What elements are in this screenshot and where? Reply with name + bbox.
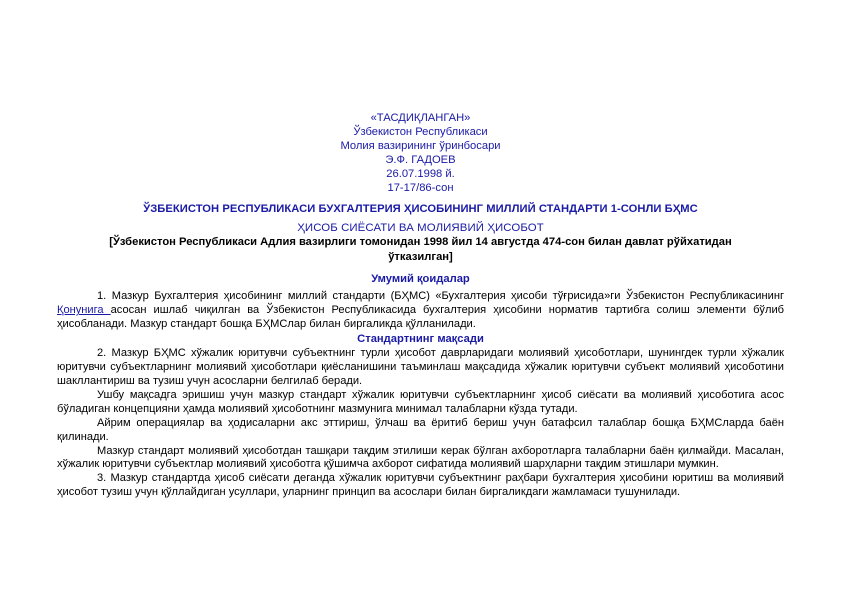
approval-position: Молия вазирининг ўринбосари	[340, 139, 501, 152]
approval-stamp: «ТАСДИҚЛАНГАН»	[370, 112, 471, 124]
paragraph-1-text-end: асосан ишлаб чиқилган ва Ўзбекистон Республикасида бухгалтерия ҳисобини норматив тартибга солиш элементи бўлиб ҳисобланади. Мазкур стандарт бошқа БҲМСлар билан биргаликда қўлланилади.	[57, 304, 785, 331]
approval-date: 26.07.1998 й.	[386, 167, 455, 180]
approval-signatory: Э.Ф. ГАДОЕВ	[385, 153, 456, 166]
registration-note: [Ўзбекистон Республикаси Адлия вазирлиги томонидан 1998 йил 14 августда 474-сон билан давлат рўйхатидан ўтказилган]	[109, 236, 732, 264]
approval-block	[57, 112, 784, 195]
section-heading-general: Умумий қоидалар	[371, 273, 470, 286]
paragraph-3: Ушбу мақсадга эришиш учун мазкур стандарт хўжалик юритувчи субъектларнинг ҳисоб сиёсати ва молиявий ҳисоботига асос бўладиган концепцияни ҳамда молиявий ҳисоботнинг мазмунига минимал талабларни кўзда тутади.	[57, 388, 784, 415]
paragraph-5: Мазкур стандарт молиявий ҳисоботдан ташқари тақдим этилиши керак бўлган ахборотларга талабларни баён қилмайди. Масалан, хўжалик юритувчи субъектлар молиявий ҳисоботга қўшимча ахборот сифатида молиявий шарҳларни тақдим этишлари мумкин.	[57, 444, 784, 471]
paragraph-6: 3. Мазкур стандартда ҳисоб сиёсати деганда хўжалик юритувчи субъектнинг раҳбари бухгалтерия ҳисобини юритиш ва молиявий ҳисобот тузиш учун қўллайдиган усуллари, уларнинг принцип ва асослари билан биргаликдаги жамламаси тушунилади.	[57, 472, 784, 499]
approval-number: 17-17/86-сон	[387, 181, 454, 194]
paragraph-1-text-start: 1. Мазкур Бухгалтерия ҳисобининг миллий стандарти (БҲМС) «Бухгалтерия ҳисоби тўғрисида»ги Ўзбекистон Республикасининг	[97, 290, 784, 303]
paragraph-2: 2. Мазкур БҲМС хўжалик юритувчи субъектнинг турли ҳисобот даврларидаги молиявий ҳисоботлари, шунингдек турли хўжалик юритувчи субъектларнинг молиявий ҳисоботлари қиёсланишини таъминлаш мақсадида хўжалик юритувчи субъект молиявий ҳисоботини шакллантириш ва тузиш учун асосларни белгилаб беради.	[57, 347, 784, 387]
paragraph-4: Айрим операциялар ва ҳодисаларни акс эттириш, ўлчаш ва ёритиб бериш учун батафсил талаблар бошқа БҲМСларда баён қилинади.	[57, 416, 784, 443]
document-subtitle: ҲИСОБ СИЁСАТИ ВА МОЛИЯВИЙ ҲИСОБОТ	[297, 222, 544, 235]
section-heading-purpose: Стандартнинг мақсади	[357, 333, 484, 346]
document-page	[57, 112, 784, 500]
paragraph-1	[57, 290, 784, 332]
law-link[interactable]: Қонунига	[57, 304, 111, 317]
approval-ministry: Ўзбекистон Республикаси	[353, 125, 488, 138]
standard-title: ЎЗБЕКИСТОН РЕСПУБЛИКАСИ БУХГАЛТЕРИЯ ҲИСОБИНИНГ МИЛЛИЙ СТАНДАРТИ 1-СОНЛИ БҲМС	[143, 203, 698, 216]
